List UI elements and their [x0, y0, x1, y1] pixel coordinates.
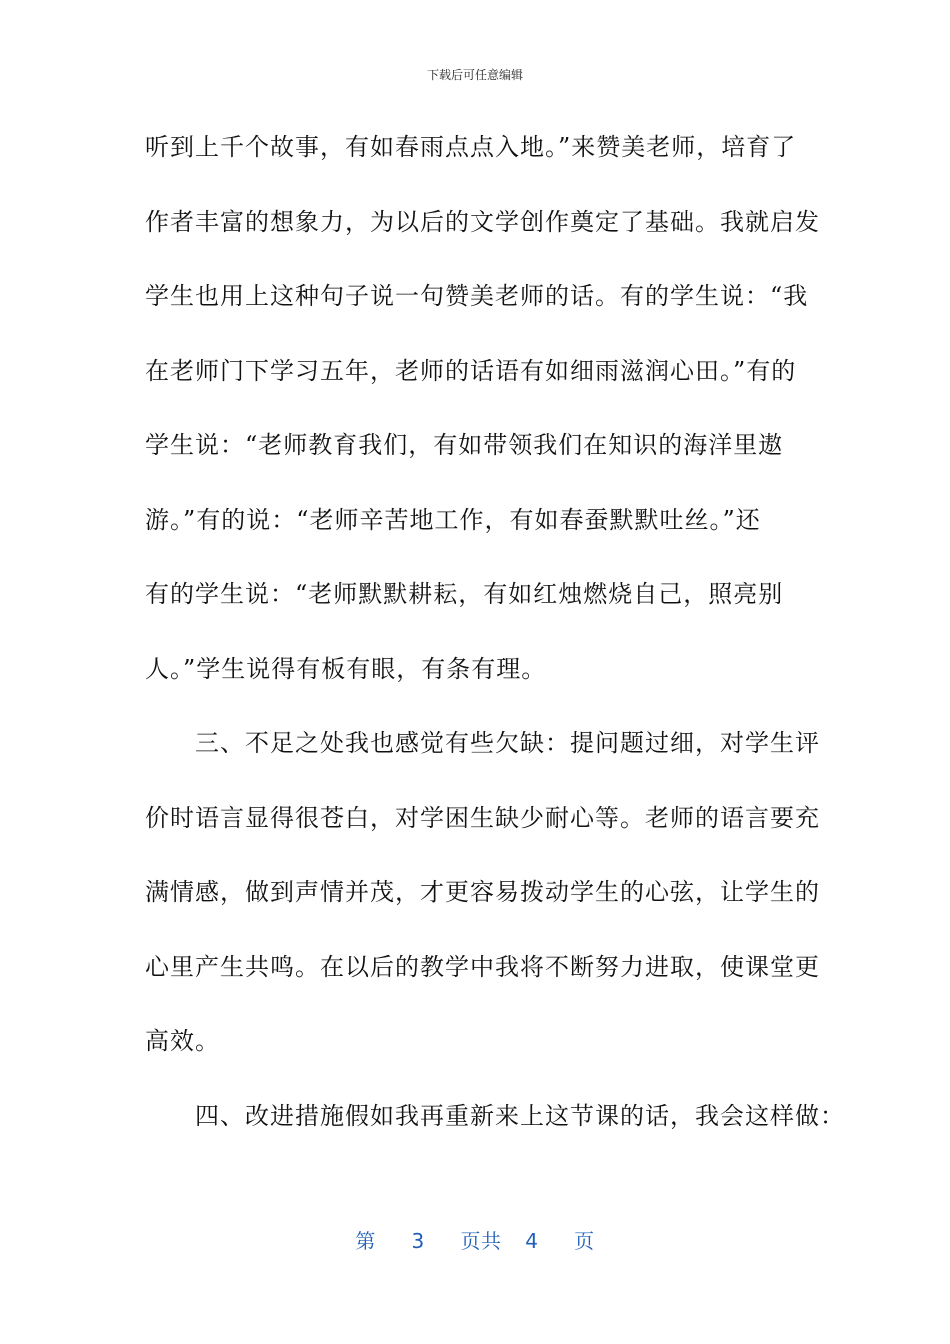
page-footer	[0, 1225, 950, 1254]
text-line: 人。”学生说得有板有眼，有条有理。	[145, 654, 547, 683]
text-line: 四、改进措施假如我再重新来上这节课的话，我会这样做：	[145, 1101, 845, 1130]
text-line: 在老师门下学习五年，老师的话语有如细雨滋润心田。”有的	[145, 356, 797, 385]
text-line: 价时语言显得很苍白，对学困生缺少耐心等。老师的语言要充	[145, 803, 820, 832]
document-body	[145, 122, 845, 1165]
text-line: 学生也用上这种句子说一句赞美老师的话。有的学生说：“我	[145, 282, 809, 310]
text-line: 作者丰富的想象力，为以后的文学创作奠定了基础。我就启发	[145, 207, 820, 236]
text-line: 满情感，做到声情并茂，才更容易拨动学生的心弦，让学生的	[145, 878, 820, 906]
text-line: 心里产生共鸣。在以后的教学中我将不断努力进取，使课堂更	[145, 952, 820, 981]
current-page-number: 3	[411, 1229, 425, 1253]
text-line: 学生说：“老师教育我们，有如带领我们在知识的海洋里遨	[145, 431, 784, 459]
total-page-number: 4	[525, 1229, 539, 1253]
text-line: 有的学生说：“老师默默耕耘，有如红烛燃烧自己，照亮别	[145, 580, 784, 608]
text-line: 游。”有的说：“老师辛苦地工作，有如春蚕默默吐丝。”还	[145, 505, 761, 534]
text-line: 高效。	[145, 1027, 220, 1055]
text-line: 听到上千个故事，有如春雨点点入地。”来赞美老师，培育了	[145, 133, 797, 161]
page-header: 下载后可任意编辑	[426, 68, 523, 82]
text-line: 三、不足之处我也感觉有些欠缺：提问题过细，对学生评	[145, 729, 820, 757]
page-label-middle: 页共	[460, 1229, 502, 1253]
page-label-prefix: 第	[355, 1229, 376, 1253]
page-label-suffix: 页	[574, 1229, 595, 1253]
